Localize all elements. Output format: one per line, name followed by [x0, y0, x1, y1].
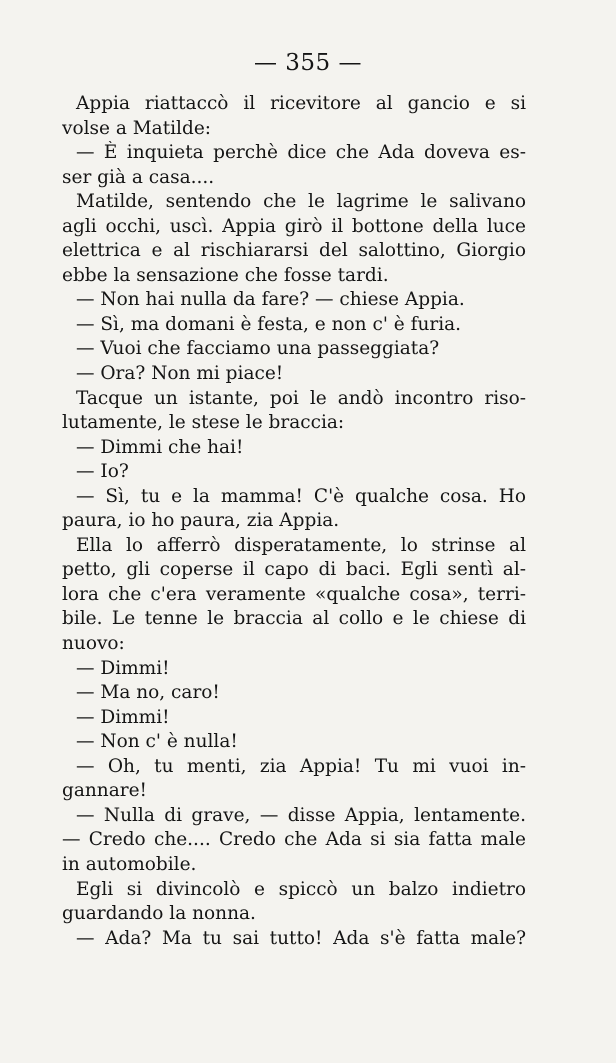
text-line: paura, io ho paura, zia Appia. — [62, 510, 340, 532]
page-text — [62, 92, 526, 951]
text-line: — Sì, tu e la mamma! C'è qualche cosa. Ho — [76, 485, 526, 507]
text-line: volse a Matilde: — [62, 117, 212, 139]
text-line: — Ma no, caro! — [76, 682, 220, 704]
text-line: elettrica e al rischiararsi del salottino, Giorgio — [62, 240, 526, 262]
page-number: — 355 — — [253, 50, 363, 76]
text-line: — Sì, ma domani è festa, e non c' è furia. — [76, 313, 462, 335]
text-line: — Dimmi! — [76, 706, 170, 728]
text-line: — Non c' è nulla! — [76, 731, 238, 753]
text-line: — È inquieta perchè dice che Ada doveva es- — [76, 142, 526, 164]
text-line: Appia riattaccò il ricevitore al gancio e si — [76, 93, 526, 114]
text-line: — Ada? Ma tu sai tutto! Ada s'è fatta male? — [76, 927, 526, 949]
text-line: Matilde, sentendo che le lagrime le salivano — [76, 191, 526, 213]
text-line: — Vuoi che facciamo una passeggiata? — [76, 338, 440, 360]
text-line: — Io? — [76, 461, 129, 483]
text-line: — Ora? Non mi piace! — [76, 363, 284, 385]
text-line: agli occhi, uscì. Appia girò il bottone della luce — [62, 215, 526, 237]
text-line: — Oh, tu menti, zia Appia! Tu mi vuoi in- — [76, 755, 526, 777]
text-line: lora che c'era veramente «qualche cosa», terri- — [62, 583, 526, 605]
text-line: — Dimmi che hai! — [76, 436, 244, 458]
text-line: Ella lo afferrò disperatamente, lo strinse al — [76, 534, 526, 556]
text-line: guardando la nonna. — [62, 903, 256, 925]
text-line: ser già a casa.... — [62, 166, 215, 188]
text-line: — Nulla di grave, — disse Appia, lentamente. — [76, 804, 526, 826]
text-line: — Credo che.... Credo che Ada si sia fatta male — [62, 829, 526, 851]
text-line: gannare! — [62, 780, 147, 802]
text-line: nuovo: — [62, 633, 125, 655]
text-line: lutamente, le stese le braccia: — [62, 412, 345, 434]
text-line: petto, gli coperse il capo di baci. Egli sentì al- — [62, 559, 526, 581]
text-line: Tacque un istante, poi le andò incontro riso- — [76, 387, 526, 409]
text-line: Egli si divincolò e spiccò un balzo indietro — [76, 878, 526, 900]
text-line: bile. Le tenne le braccia al collo e le chiese di — [62, 608, 526, 630]
text-line: — Non hai nulla da fare? — chiese Appia. — [76, 289, 465, 311]
text-line: — Dimmi! — [76, 657, 170, 679]
text-line: in automobile. — [62, 853, 197, 875]
text-line: ebbe la sensazione che fosse tardi. — [62, 264, 389, 286]
